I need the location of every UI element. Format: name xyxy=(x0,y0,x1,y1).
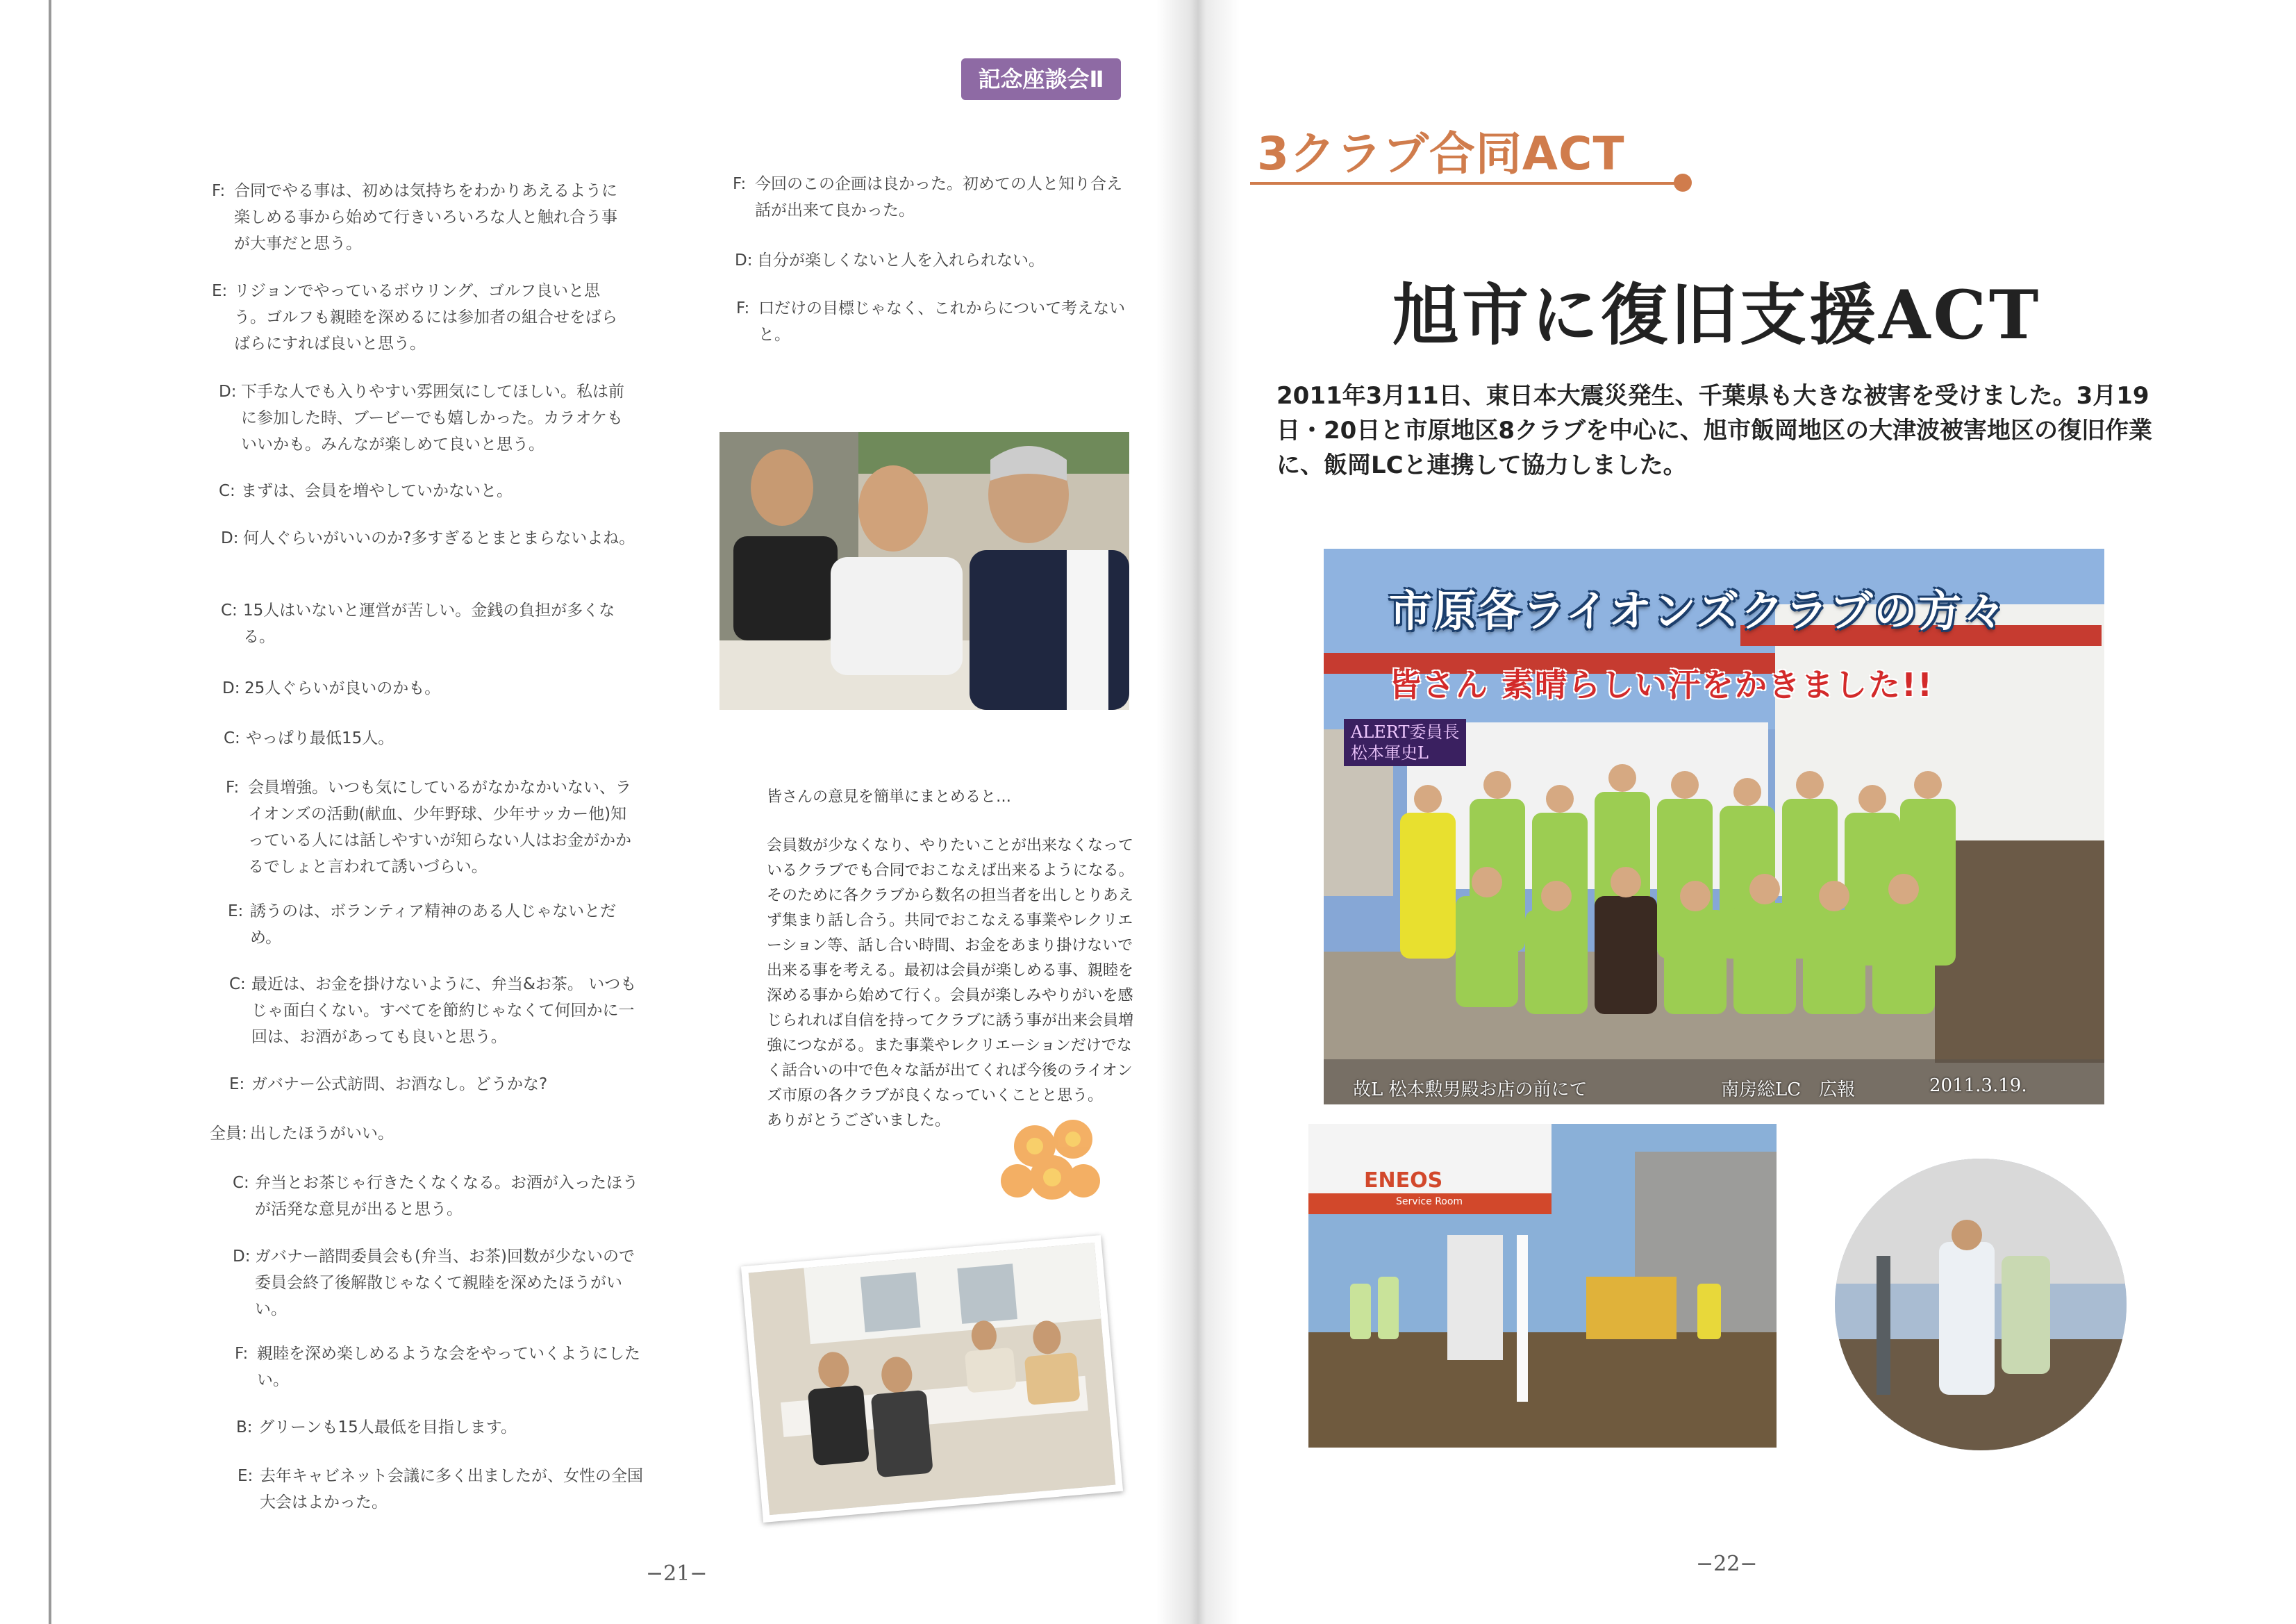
qa-text: ガバナー公式訪問、お酒なし。どうかな? xyxy=(251,1075,548,1093)
section-heading: 3クラブ合同ACT xyxy=(1257,127,1625,181)
qa-text: 何人ぐらいがいいのか?多すぎるとまとまらないよね。 xyxy=(243,529,635,547)
speaker-label: D: xyxy=(233,1248,251,1266)
speaker-label: C: xyxy=(233,1174,249,1192)
qa-item xyxy=(233,1243,649,1323)
qa-item xyxy=(733,171,1135,224)
qa-text: 出したほうがいい。 xyxy=(250,1125,394,1143)
qa-text: 25人ぐらいが良いのかも。 xyxy=(244,679,441,697)
section-badge: 記念座談会Ⅱ xyxy=(961,58,1121,100)
qa-item xyxy=(219,379,635,458)
qa-item xyxy=(236,1414,653,1441)
qa-text: リジョンでやっているボウリング、ゴルフ良いと思う。ゴルフも親睦を深めるには参加者の組合せをばらばらにすれば良いと思う。 xyxy=(234,282,617,353)
qa-item xyxy=(226,774,642,880)
speaker-label: 全員: xyxy=(210,1125,247,1143)
qa-item xyxy=(212,178,629,257)
qa-item xyxy=(210,1120,626,1147)
speaker-label: D: xyxy=(219,383,237,401)
speaker-label: B: xyxy=(236,1418,253,1436)
summary-body: 会員数が少なくなり、やりたいことが出来なくなっているクラブでも合同でおこなえば出来るようになる。そのために各クラブから数名の担当者を出しとりあえず集まり話し合う。共同でおこなえる事業やレクリエーション等、話し合い時間、お金をあまり掛けないで出来る事を考える。最初は会員が楽しめる事、親睦を深める事から始めて行く。会員が楽しみやりがいを感じられれば自信を持ってクラブに誘う事が出来会員増強につながる。また事業やレクリエーションだけでなく話合いの中で色々な話が出てくれば今後のライオンズ市原の各クラブが良くなっていくことと思う。 xyxy=(767,837,1134,1104)
qa-item xyxy=(233,1170,649,1223)
page-edge-line xyxy=(49,0,51,1624)
qa-text: 口だけの目標じゃなく、これからについて考えないと。 xyxy=(758,299,1126,344)
speaker-label: C: xyxy=(219,482,235,500)
qa-text: ガバナー諮問委員会も(弁当、お茶)回数が少ないので委員会終了後解散じゃなくて親睦を深めたほうがいい。 xyxy=(255,1248,635,1318)
qa-text: 弁当とお茶じゃ行きたくなくなる。お酒が入ったほうが活発な意見が出ると思う。 xyxy=(255,1174,638,1218)
speaker-label: E: xyxy=(238,1467,253,1485)
qa-text: 最近は、お金を掛けないように、弁当&お茶。 いつもじゃ面白くない。すべてを節約じゃなくて何回かに一回は、お酒があっても良いと思う。 xyxy=(251,975,637,1046)
qa-item xyxy=(229,971,646,1050)
qa-item xyxy=(221,597,638,650)
qa-text: 親睦を深め楽しめるような会をやっていくようにしたい。 xyxy=(257,1345,640,1389)
summary-thanks: ありがとうございました。 xyxy=(767,1112,951,1129)
page-number: −21− xyxy=(646,1561,708,1586)
photo-footer-location: 故L 松本勲男殿お店の前にて xyxy=(1353,1079,1588,1100)
station-sign: ENEOS xyxy=(1364,1168,1443,1193)
speaker-label: F: xyxy=(736,299,750,317)
qa-item xyxy=(219,478,635,504)
qa-item xyxy=(224,725,640,752)
circular-photo xyxy=(1835,1159,2127,1450)
heading-underline xyxy=(1250,182,1684,185)
photo-illustration xyxy=(749,1243,1116,1515)
qa-text: 下手な人でも入りやすい雰囲気にしてほしい。私は前に参加した時、ブービーでも嬉しかった。カラオケもいいかも。みんなが楽しめて良いと思う。 xyxy=(241,383,624,454)
panel-photo-meeting xyxy=(741,1235,1123,1523)
speaker-label: E: xyxy=(229,1075,245,1093)
qa-text: 誘うのは、ボランティア精神のある人じゃないとだめ。 xyxy=(250,902,617,947)
page-title: 旭市に復旧支援ACT xyxy=(1392,276,2042,354)
qa-item xyxy=(228,898,644,951)
qa-text: 今回のこの企画は良かった。初めての人と知り合え話が出来て良かった。 xyxy=(755,175,1122,219)
qa-item xyxy=(235,1341,651,1393)
qa-text: グリーンも15人最低を目指します。 xyxy=(258,1418,517,1436)
photo-name-tag: ALERT委員長 松本軍史L xyxy=(1344,719,1466,766)
qa-item xyxy=(212,278,629,357)
photo-illustration xyxy=(719,432,1129,710)
book-spine-shadow xyxy=(1156,0,1240,1624)
photo-caption-title: 市原各ライオンズクラブの方々 xyxy=(1389,586,2008,636)
speaker-label: C: xyxy=(224,729,240,747)
speaker-label: E: xyxy=(212,282,228,300)
qa-text: 去年キャビネット会議に多く出ましたが、女性の全国大会はよかった。 xyxy=(260,1467,643,1511)
speaker-label: F: xyxy=(235,1345,249,1363)
qa-item xyxy=(229,1071,646,1097)
flower-icon xyxy=(986,1097,1118,1229)
heading-underline-dot xyxy=(1674,174,1692,192)
photo-footer-date: 2011.3.19. xyxy=(1929,1075,2027,1096)
speaker-label: D: xyxy=(222,679,240,697)
speaker-label: D: xyxy=(221,529,239,547)
photo-illustration xyxy=(1835,1159,2127,1450)
qa-text: 会員増強。いつも気にしているがなかなかいない、ライオンズの活動(献血、少年野球、少年サッカー他)知っている人には話しやすいが知らない人はお金がかかるでしょと言われて誘いづらい。 xyxy=(248,779,631,876)
qa-item xyxy=(238,1463,654,1516)
qa-item xyxy=(222,675,639,702)
speaker-label: C: xyxy=(229,975,246,993)
panel-photo-three-men xyxy=(719,432,1129,710)
qa-text: 自分が楽しくないと人を入れられない。 xyxy=(757,251,1045,270)
photo-footer-credit: 南房総LC 広報 xyxy=(1721,1079,1856,1100)
qa-item xyxy=(736,295,1139,348)
page-number: −22− xyxy=(1696,1552,1758,1576)
speaker-label: F: xyxy=(226,779,240,797)
photo-caption-subtitle: 皆さん 素晴らしい汗をかきました!! xyxy=(1389,666,1933,704)
qa-item xyxy=(735,247,1138,274)
qa-text: 合同でやる事は、初めは気持ちをわかりあえるように楽しめる事から始めて行きいろいろな人と触れ合う事が大事だと思う。 xyxy=(234,182,617,253)
station-sub-sign: Service Room xyxy=(1396,1196,1463,1207)
qa-text: 15人はいないと運営が苦しい。金銭の負担が多くなる。 xyxy=(243,602,615,646)
speaker-label: D: xyxy=(735,251,753,270)
speaker-label: E: xyxy=(228,902,244,920)
speaker-label: F: xyxy=(212,182,226,200)
intro-paragraph: 2011年3月11日、東日本大震災発生、千葉県も大きな被害を受けました。3月19日・20日と市原地区8クラブを中心に、旭市飯岡地区の大津波被害地区の復旧作業に、飯岡LCと連携して協力しました。 xyxy=(1276,382,2152,479)
summary-intro: 皆さんの意見を簡単にまとめると… xyxy=(767,788,1012,806)
speaker-label: F: xyxy=(733,175,747,193)
qa-item xyxy=(221,525,638,552)
flower-decoration xyxy=(986,1097,1118,1229)
qa-text: やっぱり最低15人。 xyxy=(246,729,394,747)
speaker-label: C: xyxy=(221,602,238,620)
qa-text: まずは、会員を増やしていかないと。 xyxy=(241,482,513,500)
